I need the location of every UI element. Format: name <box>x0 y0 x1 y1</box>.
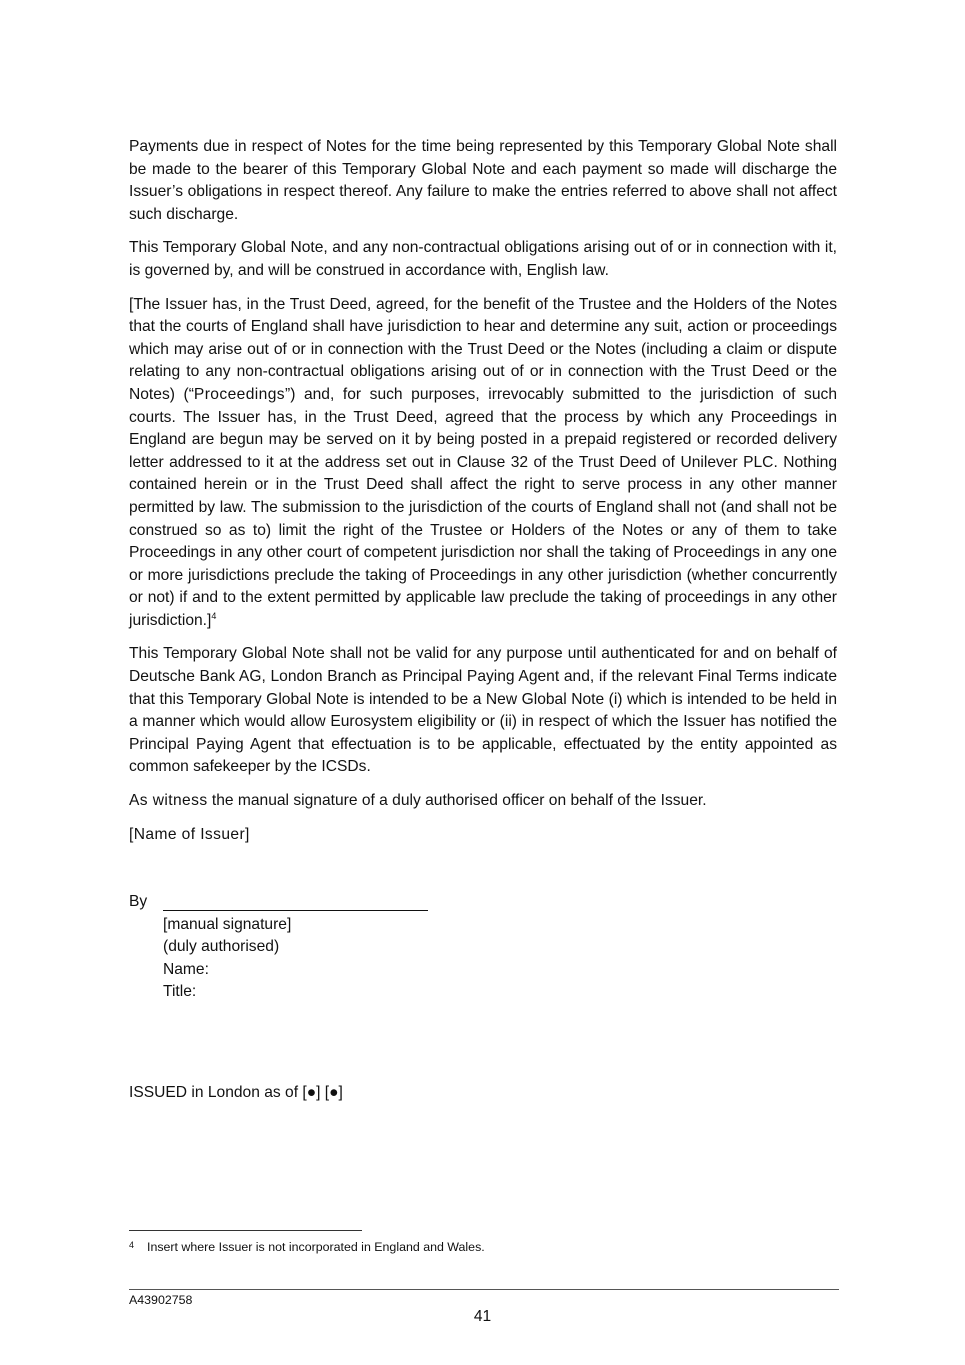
signature-details <box>163 914 529 1004</box>
footnote-divider <box>129 1230 362 1231</box>
paragraph-jurisdiction <box>129 294 837 633</box>
proceedings-term: Proceedings <box>193 385 285 403</box>
signature-name-label: Name: <box>163 960 209 978</box>
document-reference: A43902758 <box>129 1293 193 1307</box>
jurisdiction-text-b: ”) and, for such purposes, irrevocably submitted to the jurisdiction of such courts. The Issuer has, in the Trust Deed, agreed that the process by which any Proceedings in England are begun may be served on it by being posted in a prepaid registered or recorded delivery letter addressed to it at the address set out in Clause 32 of the Trust Deed of Unilever PLC. Nothing contained herein or in the Trust Deed shall affect the right to serve process in any other manner permitted by law. The submission to the jurisdiction of the courts of England shall not (and shall not be construed so as to) limit the right of the Trustee or Holders of the Notes or any of them to take Proceedings in any other court of competent jurisdiction nor shall the taking of Proceedings in any one or more jurisdictions preclude the taking of Proceedings in any other jurisdiction (whether concurrently or not) if and to the extent permitted by applicable law preclude the taking of proceedings in any other jurisdiction.] <box>129 385 837 629</box>
paragraph-governing-law: This Temporary Global Note, and any non-contractual obligations arising out of or in connection with it, is governed by, and will be construed in accordance with, English law. <box>129 239 837 279</box>
signature-by-label: By <box>129 893 148 910</box>
signature-block <box>129 891 529 1004</box>
issuer-name-placeholder: [Name of Issuer] <box>129 825 250 843</box>
page-number: 41 <box>473 1308 492 1325</box>
signature-line <box>163 892 428 911</box>
signature-manual: [manual signature] <box>163 915 292 933</box>
paragraph-witness <box>129 790 837 813</box>
signature-row <box>129 891 529 914</box>
footnote-reference: 4 <box>211 610 217 621</box>
witness-lead: As witness <box>129 792 208 810</box>
paragraph-payments: Payments due in respect of Notes for the time being represented by this Temporary Global Note shall be made to the bearer of this Temporary Global Note and each payment so made will discharge the Issuer’s obligations in respect thereof. Any failure to make the entries referred to above shall not affect such discharge. <box>129 138 837 223</box>
jurisdiction-text-a: [The Issuer has, in the Trust Deed, agreed, for the benefit of the Trustee and the Holders of the Notes that the courts of England shall have jurisdiction to hear and determine any suit, action or proceedings which may arise out of or in connection with the Trust Deed or the Notes (including a claim or dispute relating to any non-contractual obligations arising out of or in connection with the Trust Deed or the Notes) (“ <box>129 295 837 403</box>
witness-rest: the manual signature of a duly authorised officer on behalf of the Issuer. <box>207 792 707 810</box>
signature-title-label: Title: <box>163 983 197 1001</box>
document-body <box>129 136 837 857</box>
issued-statement: ISSUED in London as of [●] [●] <box>129 1084 343 1101</box>
footnote-number: 4 <box>129 1240 135 1250</box>
footer-divider <box>129 1289 839 1290</box>
signature-authorised: (duly authorised) <box>163 938 280 956</box>
paragraph-validity: This Temporary Global Note shall not be valid for any purpose until authenticated for and on behalf of Deutsche Bank AG, London Branch as Principal Paying Agent and, if the relevant Final Terms indicate that this Temporary Global Note is intended to be a New Global Note (i) which is intended to be held in a manner which would allow Eurosystem eligibility or (ii) in respect of which the Issuer has notified the Principal Paying Agent that effectuation is to be applicable, effectuated by the entity appointed as common safekeeper by the ICSDs. <box>129 645 837 776</box>
footnote-text: Insert where Issuer is not incorporated in England and Wales. <box>147 1240 485 1254</box>
footnote <box>129 1239 485 1255</box>
